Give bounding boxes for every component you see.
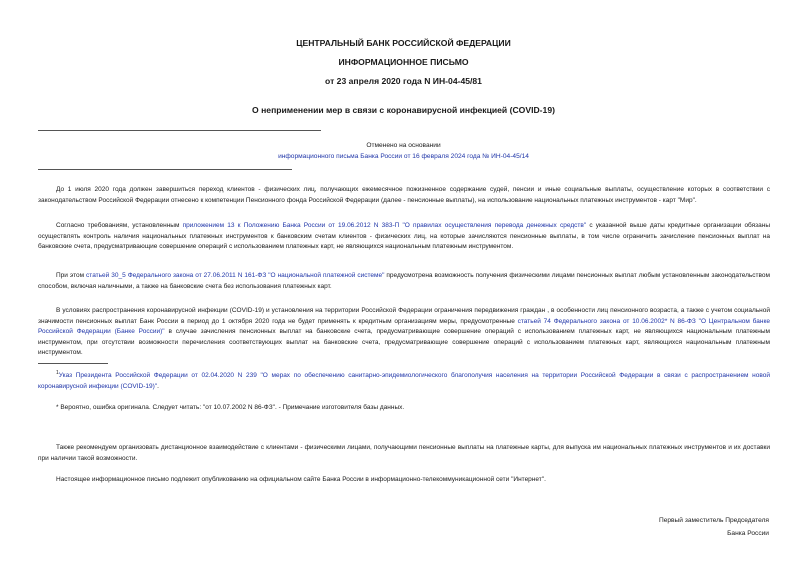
paragraph-6: Настоящее информационное письмо подлежит опубликованию на официальном сайте Банка России в информационно-телекоммуникационной сети "Интернет".	[56, 476, 546, 483]
presidential-decree-link[interactable]: Указ Президента Российской Федерации от 02.04.2020 N 239 "О мерах по обеспечению санитарно-эпидемиологического благополучия населения на территории Российской Федерации в связи с распространением новой коронавирусной инфекции (COVID-19)"	[38, 372, 770, 390]
signature-position: Первый заместитель Председателя	[658, 517, 769, 524]
paragraph-3-text-a: При этом	[56, 272, 87, 279]
cancel-note-link[interactable]: информационного письма Банка России от 16 февраля 2024 года № ИН-04-45/14	[278, 153, 529, 160]
footnote-1	[38, 368, 770, 392]
bank-name: ЦЕНТРАЛЬНЫЙ БАНК РОССИЙСКОЙ ФЕДЕРАЦИИ	[296, 38, 511, 48]
cancel-note-divider	[38, 169, 292, 170]
signature-organization: Банка России	[727, 530, 769, 537]
footnote-1-mark: 1	[56, 370, 59, 376]
paragraph-4-text-b: в случае зачисления пенсионных выплат на банковские счета, предусматривающие совершение операций с использованием платежных карт, не являющихся национальным платежным инструментом, при отсутствии возможности перечисления соответствующих выплат на банковские счета, предусматривающие совершение операций с использованием платежных карт, являющихся национальным платежным инструментом.	[38, 328, 771, 357]
paragraph-4	[38, 306, 770, 359]
footnote-1-tail: .	[157, 382, 159, 390]
paragraph-3	[38, 271, 770, 292]
paragraph-5: Также рекомендуем организовать дистанционное взаимодействие с клиентами - физическими лицами, получающими пенсионные выплаты на платежные карты, для выпуска им национальных платежных инструментов и их доставки при наличии такой возможности.	[38, 444, 770, 462]
regulation-383p-link[interactable]: приложением 13 к Положению Банка России от 19.06.2012 N 383-П "О правилах осуществления перевода денежных средств"	[182, 222, 587, 229]
top-divider	[38, 130, 321, 131]
law-86-fz-link[interactable]: статьей 74 Федерального закона от 10.06.2002* N 86-ФЗ "О Центральном банке Российской Федерации (Банке России)"	[38, 317, 770, 336]
signature-block	[659, 514, 769, 540]
paragraph-2-text-a: Согласно требованиям, установленным	[56, 222, 183, 229]
footnote-divider	[38, 363, 108, 364]
document-type: ИНФОРМАЦИОННОЕ ПИСЬМО	[338, 57, 469, 67]
cancel-note-line1: Отменено на основании	[366, 142, 441, 149]
law-161-fz-link[interactable]: статьей 30_5 Федерального закона от 27.06.2011 N 161-ФЗ "О национальной платежной системе"	[86, 272, 385, 279]
document-subject: О неприменении мер в связи с коронавирусной инфекцией (COVID-19)	[252, 105, 555, 115]
paragraph-2	[38, 221, 770, 253]
paragraph-4-text-a: В условиях распространения коронавирусной инфекции (COVID-19) и установления на территории Российской Федерации ограничения передвижения граждан , в особенности лиц пенсионного возраста, а также с учетом социальной значимости пенсионных выплат Банк России в период до 1 октября 2020 года не будет применять к кредитным организациям меры, предусмотренные	[38, 307, 770, 325]
document-date-number: от 23 апреля 2020 года N ИН-04-45/81	[325, 76, 482, 86]
paragraph-1: До 1 июля 2020 года должен завершиться переход клиентов - физических лиц, получающих ежемесячное пожизненное содержание судей, пенсии и иные социальные выплаты, осуществление которых в соответствии с законодательством Российской Федерации отнесено к компетенции Пенсионного фонда Российской Федерации (далее - пенсионные выплаты), на использование национальных платежных инструментов - карт "Мир".	[38, 186, 770, 204]
footnote-2: * Вероятно, ошибка оригинала. Следует читать: "от 10.07.2002 N 86-ФЗ". - Примечание изготовителя базы данных.	[56, 404, 405, 411]
paragraph-3-text-b: предусмотрена возможность получения физическими лицами пенсионных выплат любым установленным законодательством способом, включая наличными, а также на банковские счета без использования платежных карт.	[38, 272, 770, 290]
paragraph-2-text-b: с указанной выше даты кредитные организации обязаны осуществлять контроль наличия национальных платежных инструментов к банковским счетам клиентов - физических лиц, на которые зачисляются пенсионные выплаты, в том числе ограничить зачисление пенсионных выплат на банковские счета, предусматривающие совершение операций с использованием платежных карт, не являющихся национальным платежным инструментом.	[38, 222, 771, 251]
